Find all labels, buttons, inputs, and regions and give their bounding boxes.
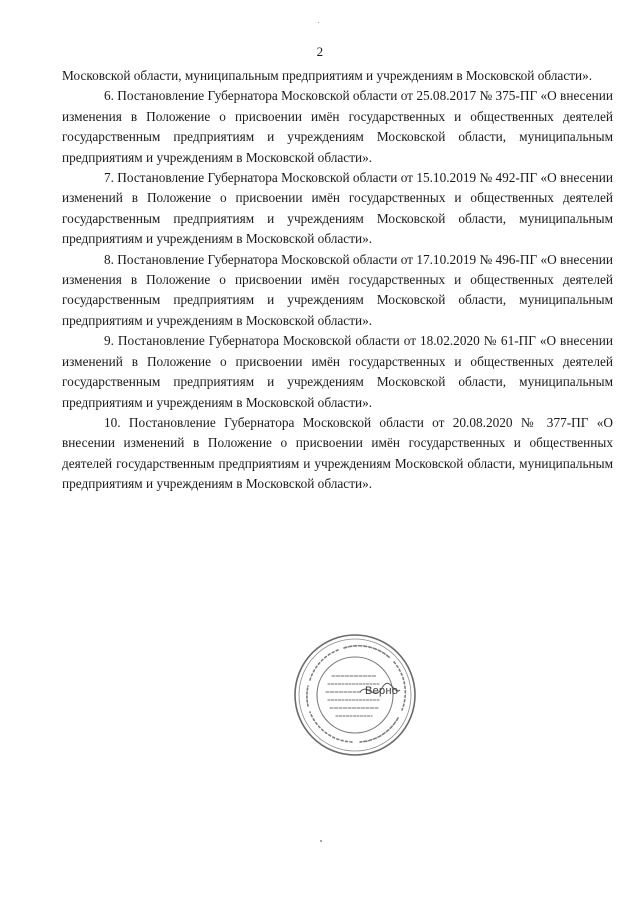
paragraph-item-9: 9. Постановление Губернатора Московской области от 18.02.2020 № 61-ПГ «О внесении изменений в Положение о присвоении имён государственных и общественных деятелей государственным предприятиям и учреждениям Московской области, муниципальным предприятиям и учреждениям в Московской области». — [62, 333, 613, 410]
paragraph-item-7: 7. Постановление Губернатора Московской области от 15.10.2019 № 492-ПГ «О внесении изменений в Положение о присвоении имён государственных и общественных деятелей государственным предприятиям и учреждениям Московской области, муниципальным предприятиям и учреждениям в Московской области». — [62, 170, 613, 247]
scan-speck — [318, 22, 319, 23]
official-round-stamp — [290, 630, 420, 760]
document-body — [62, 66, 613, 495]
page-number: 2 — [316, 44, 324, 59]
paragraph-continuation: Московской области, муниципальным предприятиям и учреждениям в Московской области». — [62, 68, 593, 83]
paragraph-item-8: 8. Постановление Губернатора Московской области от 17.10.2019 № 496-ПГ «О внесении изменения в Положение о присвоении имён государственных и общественных деятелей государственным предприятиям и учреждениям Московской области, муниципальным предприятиям и учреждениям в Московской области». — [62, 251, 613, 328]
stamp-certification-word: Верно — [365, 685, 399, 697]
scan-speck — [320, 840, 322, 842]
stamp-seal-graphic — [290, 630, 420, 760]
paragraph-item-10: 10. Постановление Губернатора Московской области от 20.08.2020 № 377-ПГ «О внесении изменений в Положение о присвоении имён государственных и общественных деятелей государственным предприятиям и учреждениям Московской области, муниципальным предприятиям и учреждениям в Московской области». — [62, 414, 613, 492]
paragraph-item-6: 6. Постановление Губернатора Московской области от 25.08.2017 № 375-ПГ «О внесении изменения в Положение о присвоении имён государственных и общественных деятелей государственным предприятиям и учреждениям Московской области, муниципальным предприятиям и учреждениям в Московской области». — [62, 88, 613, 165]
